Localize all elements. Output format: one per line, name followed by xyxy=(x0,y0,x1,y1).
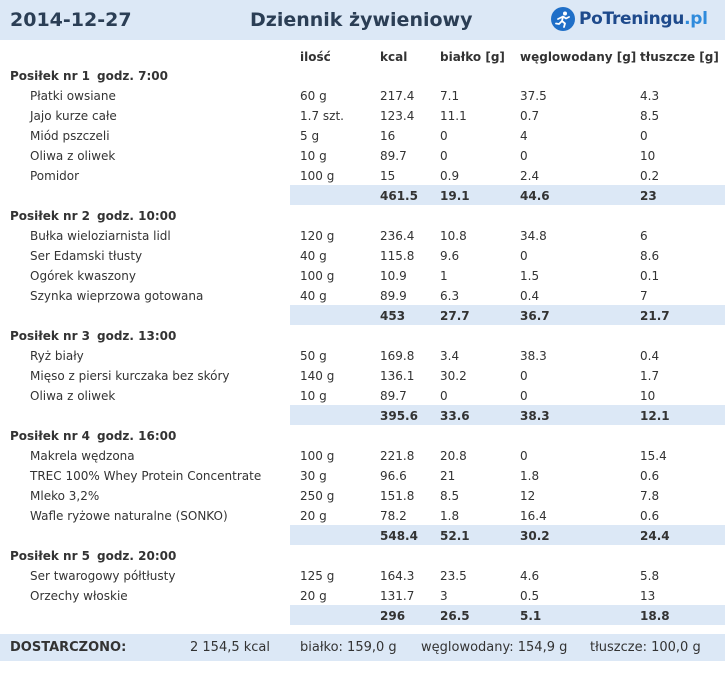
sum-protein: 52.1 xyxy=(440,529,470,543)
potreningu-logo[interactable] xyxy=(551,6,708,32)
food-carbs: 0.7 xyxy=(520,109,540,123)
food-fat: 15.4 xyxy=(640,449,667,463)
food-kcal: 151.8 xyxy=(380,489,415,503)
food-carbs: 4.6 xyxy=(520,569,540,583)
food-kcal: 217.4 xyxy=(380,89,415,103)
totals-carbs: węglowodany: 154,9 g xyxy=(421,640,568,655)
food-kcal: 236.4 xyxy=(380,229,415,243)
food-protein: 0 xyxy=(440,389,448,403)
sum-kcal: 548.4 xyxy=(380,529,418,543)
food-name: Jajo kurze całe xyxy=(30,109,117,123)
sum-carbs: 30.2 xyxy=(520,529,550,543)
food-fat: 0 xyxy=(640,129,648,143)
food-name: Bułka wieloziarnista lidl xyxy=(30,229,171,243)
food-fat: 0.6 xyxy=(640,469,660,483)
food-qty: 125 g xyxy=(300,569,335,583)
meal-label: Posiłek nr 2 xyxy=(10,209,91,223)
food-name: TREC 100% Whey Protein Concentrate xyxy=(30,469,262,483)
food-carbs: 0.5 xyxy=(520,589,540,603)
sum-fat: 18.8 xyxy=(640,609,670,623)
food-protein: 1.8 xyxy=(440,509,460,523)
food-protein: 3.4 xyxy=(440,349,460,363)
food-fat: 10 xyxy=(640,389,656,403)
food-carbs: 0.4 xyxy=(520,289,540,303)
food-qty: 60 g xyxy=(300,89,327,103)
food-protein: 0.9 xyxy=(440,169,460,183)
food-protein: 0 xyxy=(440,149,448,163)
food-carbs: 16.4 xyxy=(520,509,547,523)
sum-fat: 24.4 xyxy=(640,529,670,543)
food-qty: 30 g xyxy=(300,469,327,483)
food-qty: 100 g xyxy=(300,449,335,463)
col-header-protein: białko [g] xyxy=(440,50,505,64)
meal-time: godz. 10:00 xyxy=(97,209,177,223)
totals-kcal: 2 154,5 kcal xyxy=(190,640,271,655)
food-carbs: 0 xyxy=(520,149,528,163)
food-protein: 30.2 xyxy=(440,369,467,383)
food-name: Ryż biały xyxy=(30,349,84,363)
food-qty: 40 g xyxy=(300,249,327,263)
food-fat: 0.2 xyxy=(640,169,660,183)
sum-kcal: 296 xyxy=(380,609,406,623)
food-fat: 7 xyxy=(640,289,648,303)
food-name: Ser Edamski tłusty xyxy=(30,249,143,263)
food-name: Ser twarogowy półtłusty xyxy=(30,569,176,583)
food-protein: 6.3 xyxy=(440,289,460,303)
diary-date: 2014-12-27 xyxy=(10,9,132,31)
food-kcal: 221.8 xyxy=(380,449,415,463)
food-fat: 0.1 xyxy=(640,269,660,283)
food-kcal: 164.3 xyxy=(380,569,415,583)
meal-label: Posiłek nr 4 xyxy=(10,429,91,443)
totals-protein: białko: 159,0 g xyxy=(300,640,397,655)
col-header-carbs: węglowodany [g] xyxy=(520,50,637,64)
food-qty: 10 g xyxy=(300,149,327,163)
food-kcal: 89.7 xyxy=(380,149,407,163)
food-name: Miód pszczeli xyxy=(30,129,110,143)
sum-fat: 21.7 xyxy=(640,309,670,323)
food-protein: 23.5 xyxy=(440,569,467,583)
sum-carbs: 36.7 xyxy=(520,309,550,323)
meal-time: godz. 20:00 xyxy=(97,549,177,563)
col-header-qty: ilość xyxy=(300,50,331,64)
meal-time: godz. 7:00 xyxy=(97,69,168,83)
food-kcal: 123.4 xyxy=(380,109,415,123)
food-fat: 0.4 xyxy=(640,349,660,363)
food-kcal: 96.6 xyxy=(380,469,407,483)
totals-fat: tłuszcze: 100,0 g xyxy=(590,640,701,655)
food-carbs: 34.8 xyxy=(520,229,547,243)
food-kcal: 16 xyxy=(380,129,396,143)
sum-kcal: 395.6 xyxy=(380,409,418,423)
food-qty: 20 g xyxy=(300,589,327,603)
food-carbs: 38.3 xyxy=(520,349,547,363)
food-qty: 250 g xyxy=(300,489,335,503)
logo-wordmark: PoTreningu.pl xyxy=(579,9,708,29)
food-name: Oliwa z oliwek xyxy=(30,389,116,403)
sum-protein: 27.7 xyxy=(440,309,470,323)
food-kcal: 169.8 xyxy=(380,349,415,363)
food-fat: 4.3 xyxy=(640,89,660,103)
food-name: Ogórek kwaszony xyxy=(30,269,136,283)
food-kcal: 78.2 xyxy=(380,509,407,523)
food-name: Oliwa z oliwek xyxy=(30,149,116,163)
food-kcal: 136.1 xyxy=(380,369,415,383)
totals-bar xyxy=(0,634,725,661)
header-bar xyxy=(0,0,725,40)
food-fat: 1.7 xyxy=(640,369,660,383)
food-name: Wafle ryżowe naturalne (SONKO) xyxy=(30,509,228,523)
food-kcal: 89.9 xyxy=(380,289,407,303)
food-fat: 6 xyxy=(640,229,648,243)
food-kcal: 115.8 xyxy=(380,249,415,263)
col-header-kcal: kcal xyxy=(380,50,408,64)
food-fat: 8.5 xyxy=(640,109,660,123)
food-carbs: 2.4 xyxy=(520,169,540,183)
food-fat: 0.6 xyxy=(640,509,660,523)
meal-time: godz. 16:00 xyxy=(97,429,177,443)
food-carbs: 1.5 xyxy=(520,269,540,283)
sum-carbs: 44.6 xyxy=(520,189,550,203)
food-carbs: 0 xyxy=(520,449,528,463)
food-protein: 0 xyxy=(440,129,448,143)
meal-label: Posiłek nr 3 xyxy=(10,329,91,343)
food-qty: 40 g xyxy=(300,289,327,303)
food-carbs: 1.8 xyxy=(520,469,540,483)
food-fat: 13 xyxy=(640,589,656,603)
food-protein: 9.6 xyxy=(440,249,460,263)
food-protein: 8.5 xyxy=(440,489,460,503)
sum-protein: 33.6 xyxy=(440,409,470,423)
sum-kcal: 453 xyxy=(380,309,406,323)
food-carbs: 0 xyxy=(520,369,528,383)
food-qty: 10 g xyxy=(300,389,327,403)
food-name: Makrela wędzona xyxy=(30,449,135,463)
food-carbs: 4 xyxy=(520,129,528,143)
sum-carbs: 38.3 xyxy=(520,409,550,423)
food-carbs: 37.5 xyxy=(520,89,547,103)
sum-protein: 26.5 xyxy=(440,609,470,623)
food-qty: 100 g xyxy=(300,269,335,283)
food-protein: 3 xyxy=(440,589,448,603)
meal-label: Posiłek nr 5 xyxy=(10,549,91,563)
meal-sum-row xyxy=(290,185,725,205)
food-fat: 10 xyxy=(640,149,656,163)
food-name: Pomidor xyxy=(30,169,80,183)
food-qty: 5 g xyxy=(300,129,320,143)
food-qty: 100 g xyxy=(300,169,335,183)
food-carbs: 0 xyxy=(520,389,528,403)
sum-protein: 19.1 xyxy=(440,189,470,203)
meal-time: godz. 13:00 xyxy=(97,329,177,343)
food-kcal: 131.7 xyxy=(380,589,415,603)
food-qty: 120 g xyxy=(300,229,335,243)
food-fat: 8.6 xyxy=(640,249,660,263)
totals-label: DOSTARCZONO: xyxy=(10,640,127,655)
sum-kcal: 461.5 xyxy=(380,189,418,203)
sum-fat: 12.1 xyxy=(640,409,670,423)
food-name: Płatki owsiane xyxy=(30,89,116,103)
food-qty: 20 g xyxy=(300,509,327,523)
food-protein: 1 xyxy=(440,269,448,283)
food-protein: 11.1 xyxy=(440,109,467,123)
food-name: Mięso z piersi kurczaka bez skóry xyxy=(30,369,230,383)
food-kcal: 89.7 xyxy=(380,389,407,403)
food-kcal: 15 xyxy=(380,169,396,183)
food-qty: 140 g xyxy=(300,369,335,383)
food-name: Szynka wieprzowa gotowana xyxy=(30,289,204,303)
food-qty: 1.7 szt. xyxy=(300,109,344,123)
col-header-fat: tłuszcze [g] xyxy=(640,50,719,64)
food-protein: 20.8 xyxy=(440,449,467,463)
sum-carbs: 5.1 xyxy=(520,609,542,623)
food-protein: 7.1 xyxy=(440,89,460,103)
sum-fat: 23 xyxy=(640,189,657,203)
food-protein: 21 xyxy=(440,469,456,483)
food-kcal: 10.9 xyxy=(380,269,407,283)
runner-icon xyxy=(551,7,575,31)
food-name: Mleko 3,2% xyxy=(30,489,100,503)
food-protein: 10.8 xyxy=(440,229,467,243)
food-fat: 7.8 xyxy=(640,489,660,503)
food-qty: 50 g xyxy=(300,349,327,363)
page-title: Dziennik żywieniowy xyxy=(250,9,473,31)
meal-label: Posiłek nr 1 xyxy=(10,69,91,83)
food-fat: 5.8 xyxy=(640,569,660,583)
food-carbs: 0 xyxy=(520,249,528,263)
food-carbs: 12 xyxy=(520,489,536,503)
food-name: Orzechy włoskie xyxy=(30,589,128,603)
